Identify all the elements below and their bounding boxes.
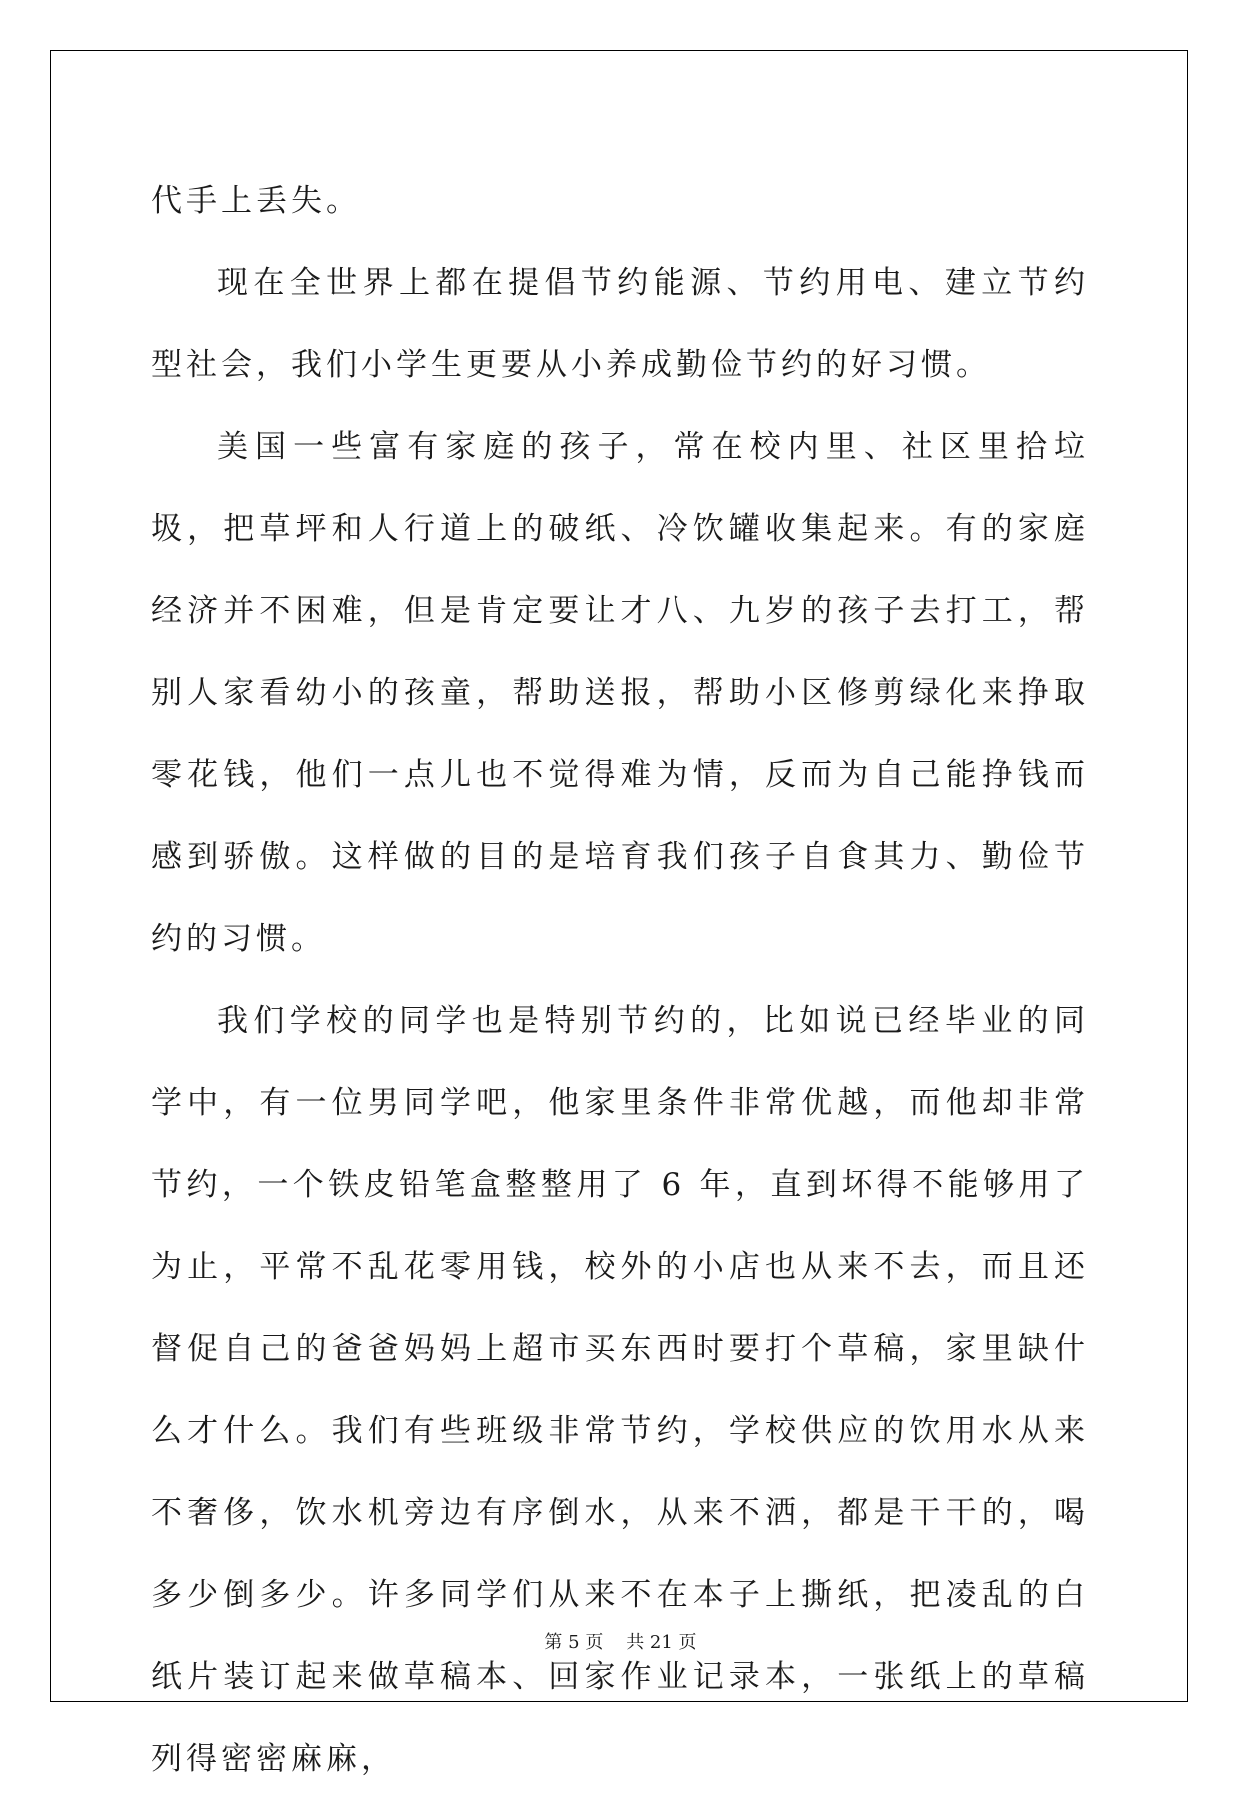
page-number-label: 第 5 页 共 21 页 xyxy=(544,1632,697,1653)
document-body xyxy=(151,160,1089,1800)
paragraph: 美国一些富有家庭的孩子，常在校内里、社区里拾垃圾，把草坪和人行道上的破纸、冷饮罐收集起来。有的家庭经济并不困难，但是肯定要让才八、九岁的孩子去打工，帮别人家看幼小的孩童，帮助送报，帮助小区修剪绿化来挣取零花钱，他们一点儿也不觉得难为情，反而为自己能挣钱而感到骄傲。这样做的目的是培育我们孩子自食其力、勤俭节约的习惯。 xyxy=(151,429,1089,957)
paragraph: 现在全世界上都在提倡节约能源、节约用电、建立节约型社会，我们小学生更要从小养成勤俭节约的好习惯。 xyxy=(151,265,1089,383)
paragraph: 代手上丢失。 xyxy=(151,183,361,219)
paragraph: 我们学校的同学也是特别节约的，比如说已经毕业的同学中，有一位男同学吧，他家里条件非常优越，而他却非常节约，一个铁皮铅笔盒整整用了 6 年，直到坏得不能够用了为止，平常不乱花零用钱，校外的小店也从来不去，而且还督促自己的爸爸妈妈上超市买东西时要打个草稿，家里缺什么才什么。我们有些班级非常节约，学校供应的饮用水从来不奢侈，饮水机旁边有序倒水，从来不洒，都是干干的，喝多少倒多少。许多同学们从来不在本子上撕纸，把凌乱的白纸片装订起来做草稿本、回家作业记录本，一张纸上的草稿列得密密麻麻， xyxy=(151,1003,1089,1777)
page-footer xyxy=(0,1628,1241,1654)
